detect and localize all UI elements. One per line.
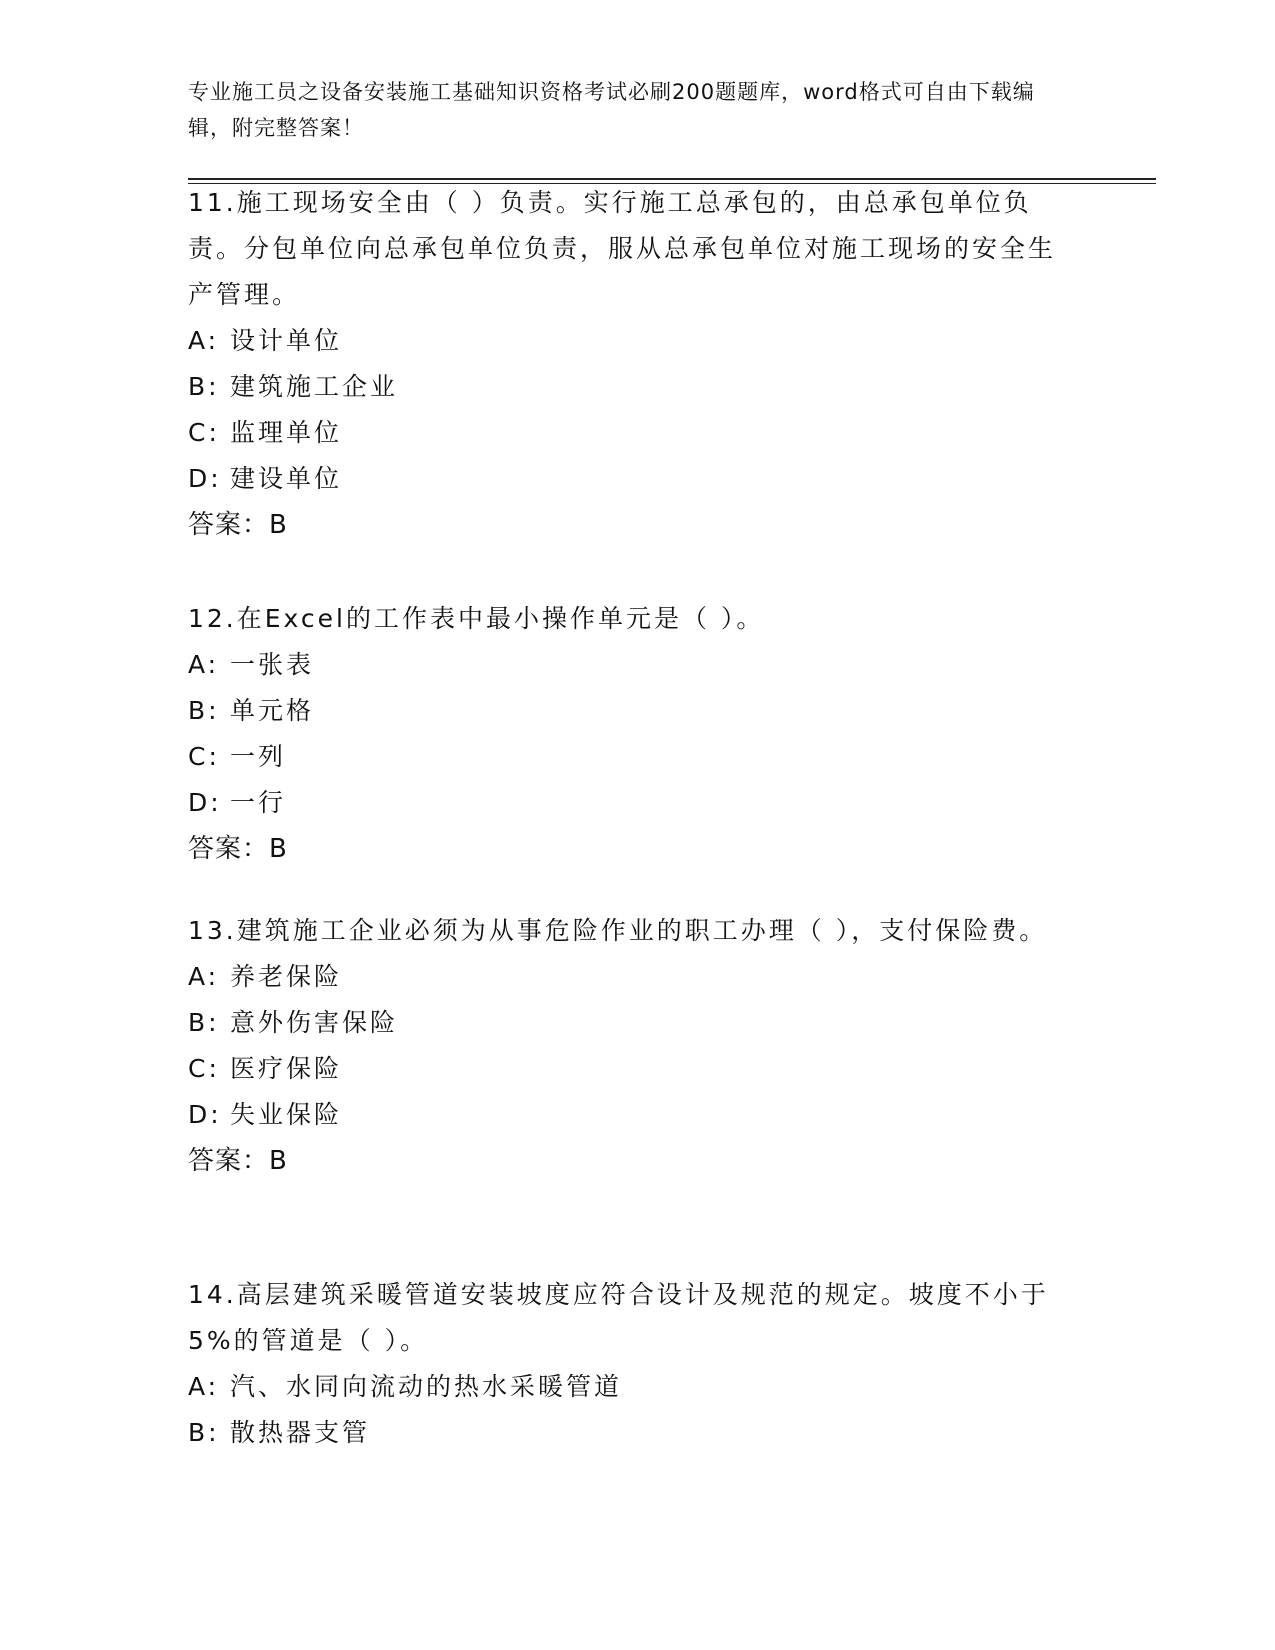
answer: 答案：B (188, 510, 288, 540)
option-key: C: (188, 742, 220, 771)
option-text: 失业保险 (230, 1100, 343, 1129)
option-c (188, 734, 1068, 780)
option-key: D: (188, 1100, 222, 1129)
question-14 (188, 1272, 1068, 1456)
option-key: B: (188, 1418, 220, 1447)
option-key: B: (188, 372, 220, 401)
option-key: D: (188, 464, 222, 493)
option-key: A: (188, 650, 220, 679)
option-b (188, 1000, 1068, 1046)
option-text: 一张表 (230, 650, 315, 679)
option-text: 建设单位 (230, 464, 343, 493)
question-11 (188, 180, 1068, 548)
question-stem: 11.施工现场安全由（ ）负责。实行施工总承包的，由总承包单位负责。分包单位向总承包单位负责，服从总承包单位对施工现场的安全生产管理。 (188, 188, 1057, 309)
option-text: 一行 (230, 788, 287, 817)
option-d (188, 456, 1068, 502)
option-key: B: (188, 696, 220, 725)
option-text: 医疗保险 (230, 1054, 343, 1083)
option-b (188, 364, 1068, 410)
option-text: 建筑施工企业 (230, 372, 399, 401)
option-text: 意外伤害保险 (230, 1008, 399, 1037)
document-header: 专业施工员之设备安装施工基础知识资格考试必刷200题题库，word格式可自由下载编辑，附完整答案！ (188, 80, 1035, 140)
answer: 答案：B (188, 834, 288, 864)
option-key: A: (188, 962, 220, 991)
option-d (188, 780, 1068, 826)
option-b (188, 1410, 1068, 1456)
option-c (188, 1046, 1068, 1092)
option-key: C: (188, 1054, 220, 1083)
question-stem: 13.建筑施工企业必须为从事危险作业的职工办理（ ），支付保险费。 (188, 916, 1048, 945)
option-text: 单元格 (230, 696, 315, 725)
option-text: 散热器支管 (230, 1418, 371, 1447)
option-key: C: (188, 418, 220, 447)
option-d (188, 1092, 1068, 1138)
answer: 答案：B (188, 1146, 288, 1176)
option-text: 一列 (230, 742, 287, 771)
question-stem: 14.高层建筑采暖管道安装坡度应符合设计及规范的规定。坡度不小于5%的管道是（ ）。 (188, 1280, 1049, 1355)
option-text: 设计单位 (230, 326, 343, 355)
option-text: 监理单位 (230, 418, 343, 447)
option-key: D: (188, 788, 222, 817)
question-stem: 12.在Excel的工作表中最小操作单元是（ ）。 (188, 604, 765, 633)
option-key: A: (188, 326, 220, 355)
option-text: 养老保险 (230, 962, 343, 991)
option-key: B: (188, 1008, 220, 1037)
option-a (188, 318, 1068, 364)
option-key: A: (188, 1372, 220, 1401)
option-text: 汽、水同向流动的热水采暖管道 (230, 1372, 623, 1401)
question-12 (188, 596, 1068, 872)
question-13 (188, 908, 1068, 1184)
option-c (188, 410, 1068, 456)
option-a (188, 1364, 1068, 1410)
option-a (188, 954, 1068, 1000)
option-b (188, 688, 1068, 734)
option-a (188, 642, 1068, 688)
